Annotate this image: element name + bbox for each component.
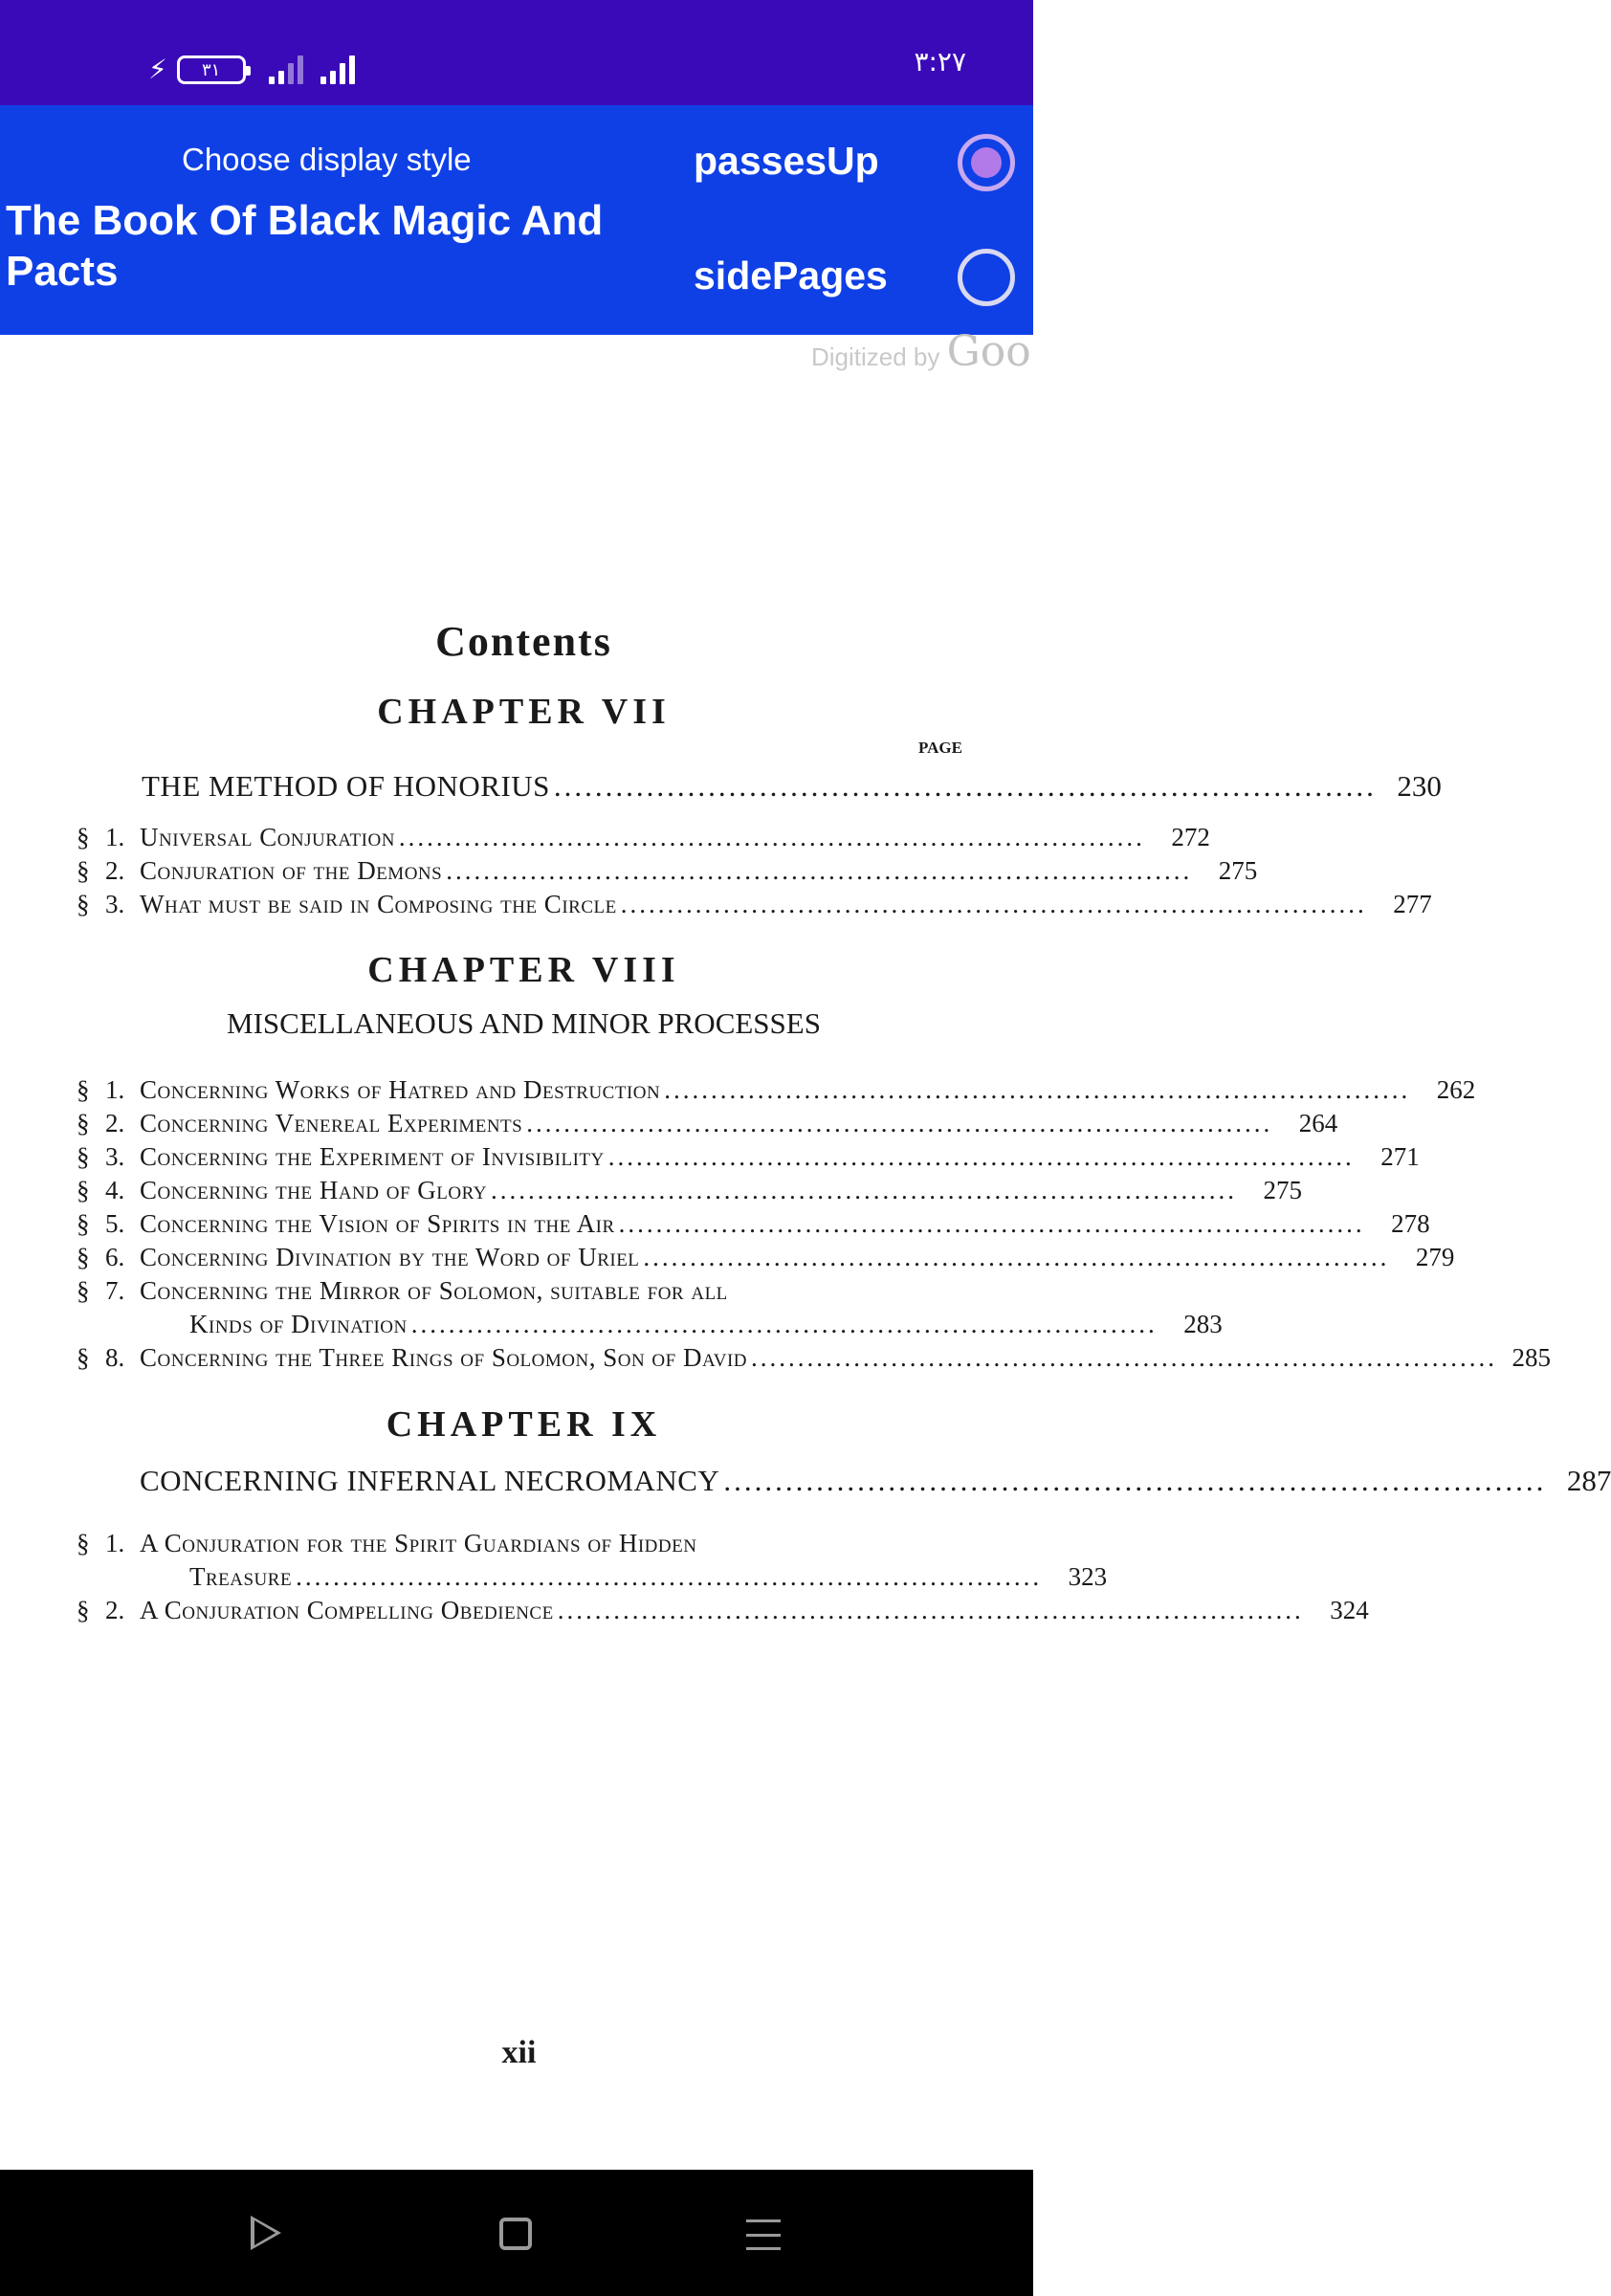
- watermark-brand: Goo: [946, 327, 1031, 376]
- entry-page: 279: [1415, 1243, 1455, 1271]
- section-sign: §: [77, 856, 90, 885]
- book-title: The Book Of Black Magic And Pacts: [6, 197, 604, 295]
- choose-display-style-label: Choose display style: [182, 142, 472, 177]
- back-icon[interactable]: [251, 2216, 281, 2250]
- toc-entry[interactable]: [77, 1596, 1369, 1630]
- entry-page: 272: [1171, 823, 1210, 851]
- navigation-bar: [0, 2170, 1033, 2296]
- book-page[interactable]: [0, 327, 1611, 2170]
- entry-text: Concerning the Hand of Glory: [140, 1176, 487, 1204]
- toc-entry-continued[interactable]: [77, 1310, 1223, 1344]
- radio-side-pages[interactable]: [958, 249, 1015, 306]
- home-icon[interactable]: [499, 2218, 532, 2250]
- status-icons: [148, 46, 355, 84]
- entry-page: 271: [1380, 1142, 1420, 1171]
- option-passes-up-label[interactable]: passesUp: [694, 139, 879, 183]
- signal-icon: [269, 54, 303, 84]
- entry-text: Concerning Divination by the Word of Uriel: [140, 1243, 640, 1271]
- section-sign: §: [77, 823, 90, 851]
- leader-dots: ................................................................................: [296, 1562, 1043, 1591]
- entry-text: A Conjuration Compelling Obedience: [140, 1596, 554, 1624]
- entry-text: Concerning the Three Rings of Solomon, Son of David: [140, 1343, 748, 1372]
- toc-entry[interactable]: [77, 890, 1432, 924]
- toc-entry[interactable]: [77, 1142, 1420, 1177]
- entry-page: 283: [1183, 1310, 1223, 1338]
- status-bar: [0, 0, 1033, 105]
- section-sign: §: [77, 1209, 90, 1238]
- entry-page: 230: [1397, 769, 1442, 803]
- entry-number: 6.: [105, 1243, 125, 1271]
- toc-entry[interactable]: [77, 1109, 1338, 1143]
- entry-text: Universal Conjuration: [140, 823, 395, 851]
- leader-dots: ................................................................................: [643, 1243, 1390, 1271]
- leader-dots: ................................................................................: [490, 1176, 1237, 1204]
- battery-level: ۳۱: [202, 59, 221, 80]
- section-sign: §: [77, 1529, 90, 1557]
- section-sign: §: [77, 1075, 90, 1104]
- entry-number: 8.: [105, 1343, 125, 1372]
- entry-page: 278: [1391, 1209, 1430, 1238]
- toc-entry[interactable]: [77, 1343, 1552, 1378]
- leader-dots: ................................................................................: [620, 890, 1367, 918]
- toc-entry[interactable]: [77, 1276, 966, 1311]
- leader-dots: ................................................................................: [526, 1109, 1273, 1137]
- entry-number: 5.: [105, 1209, 125, 1238]
- page-column-label: PAGE: [918, 739, 962, 757]
- entry-text-continued: Treasure: [189, 1562, 293, 1591]
- entry-number: 2.: [105, 856, 125, 885]
- entry-text: Concerning the Mirror of Solomon, suitable for all: [140, 1276, 728, 1305]
- toc-entry[interactable]: [77, 1209, 1430, 1244]
- section-sign: §: [77, 1176, 90, 1204]
- toc-main-entry[interactable]: [142, 769, 1442, 804]
- charging-bolt-icon: ⚡: [148, 54, 167, 85]
- section-sign: §: [77, 1243, 90, 1271]
- section-sign: §: [77, 890, 90, 918]
- entry-text: Concerning Works of Hatred and Destruction: [140, 1075, 661, 1104]
- leader-dots: ................................................................................: [446, 856, 1193, 885]
- signal-icon: [320, 54, 355, 84]
- leader-dots: ................................................................................: [618, 1209, 1365, 1238]
- chapter-heading: CHAPTER VII: [377, 692, 671, 732]
- radio-passes-up[interactable]: [958, 134, 1015, 191]
- entry-number: 4.: [105, 1176, 125, 1204]
- entry-number: 1.: [105, 1075, 125, 1104]
- entry-number: 7.: [105, 1276, 125, 1305]
- entry-number: 1.: [105, 1529, 125, 1557]
- entry-page: 275: [1263, 1176, 1302, 1204]
- section-sign: §: [77, 1142, 90, 1171]
- battery-icon: [177, 55, 246, 84]
- entry-number: 1.: [105, 823, 125, 851]
- leader-dots: ................................................................................: [751, 1343, 1498, 1372]
- entry-text: A Conjuration for the Spirit Guardians of Hidden: [140, 1529, 697, 1557]
- page-number: xii: [501, 2035, 537, 2070]
- entry-text: Conjuration of the Demons: [140, 856, 443, 885]
- entry-number: 3.: [105, 1142, 125, 1171]
- leader-dots: ................................................................................: [723, 1464, 1547, 1497]
- entry-text: CONCERNING INFERNAL NECROMANCY: [140, 1464, 720, 1497]
- toc-entry-continued[interactable]: [77, 1562, 1108, 1597]
- entry-number: 3.: [105, 890, 125, 918]
- entry-text: Concerning Venereal Experiments: [140, 1109, 523, 1137]
- chapter-heading: CHAPTER VIII: [367, 950, 680, 990]
- entry-number: 2.: [105, 1109, 125, 1137]
- entry-text: What must be said in Composing the Circle: [140, 890, 617, 918]
- entry-text: Concerning the Experiment of Invisibility: [140, 1142, 605, 1171]
- leader-dots: ................................................................................: [557, 1596, 1304, 1624]
- section-sign: §: [77, 1109, 90, 1137]
- leader-dots: ................................................................................: [553, 769, 1377, 803]
- toc-entry[interactable]: [77, 1243, 1455, 1277]
- entry-page: 287: [1566, 1464, 1611, 1497]
- app-header: [0, 105, 1033, 335]
- toc-entry[interactable]: [77, 856, 1258, 891]
- toc-entry[interactable]: [77, 1529, 966, 1563]
- section-sign: §: [77, 1276, 90, 1305]
- section-sign: §: [77, 1596, 90, 1624]
- leader-dots: ................................................................................: [398, 823, 1145, 851]
- entry-text-continued: Kinds of Divination: [189, 1310, 408, 1338]
- contents-heading: Contents: [435, 618, 612, 665]
- entry-page: 275: [1218, 856, 1258, 885]
- entry-page: 264: [1298, 1109, 1338, 1137]
- chapter-subtitle: MISCELLANEOUS AND MINOR PROCESSES: [227, 1006, 821, 1040]
- entry-text: THE METHOD OF HONORIUS: [142, 769, 550, 803]
- toc-entry[interactable]: [77, 1075, 1476, 1110]
- leader-dots: ................................................................................: [410, 1310, 1158, 1338]
- entry-page: 324: [1330, 1596, 1369, 1624]
- recents-icon[interactable]: [746, 2219, 781, 2250]
- entry-text: Concerning the Vision of Spirits in the Air: [140, 1209, 615, 1238]
- chapter-heading: CHAPTER IX: [386, 1404, 662, 1445]
- entry-page: 277: [1393, 890, 1432, 918]
- entry-page: 262: [1436, 1075, 1476, 1104]
- option-side-pages-label[interactable]: sidePages: [694, 254, 888, 298]
- section-sign: §: [77, 1343, 90, 1372]
- status-time: ۳:۲۷: [914, 46, 966, 77]
- watermark: [811, 327, 1031, 376]
- entry-number: 2.: [105, 1596, 125, 1624]
- leader-dots: ................................................................................: [607, 1142, 1355, 1171]
- toc-entry[interactable]: [77, 823, 1210, 857]
- leader-dots: ................................................................................: [664, 1075, 1411, 1104]
- toc-entry[interactable]: [77, 1176, 1302, 1210]
- watermark-prefix: Digitized by: [811, 342, 940, 371]
- toc-main-entry[interactable]: [140, 1464, 1611, 1498]
- entry-page: 285: [1512, 1343, 1552, 1372]
- entry-page: 323: [1068, 1562, 1108, 1591]
